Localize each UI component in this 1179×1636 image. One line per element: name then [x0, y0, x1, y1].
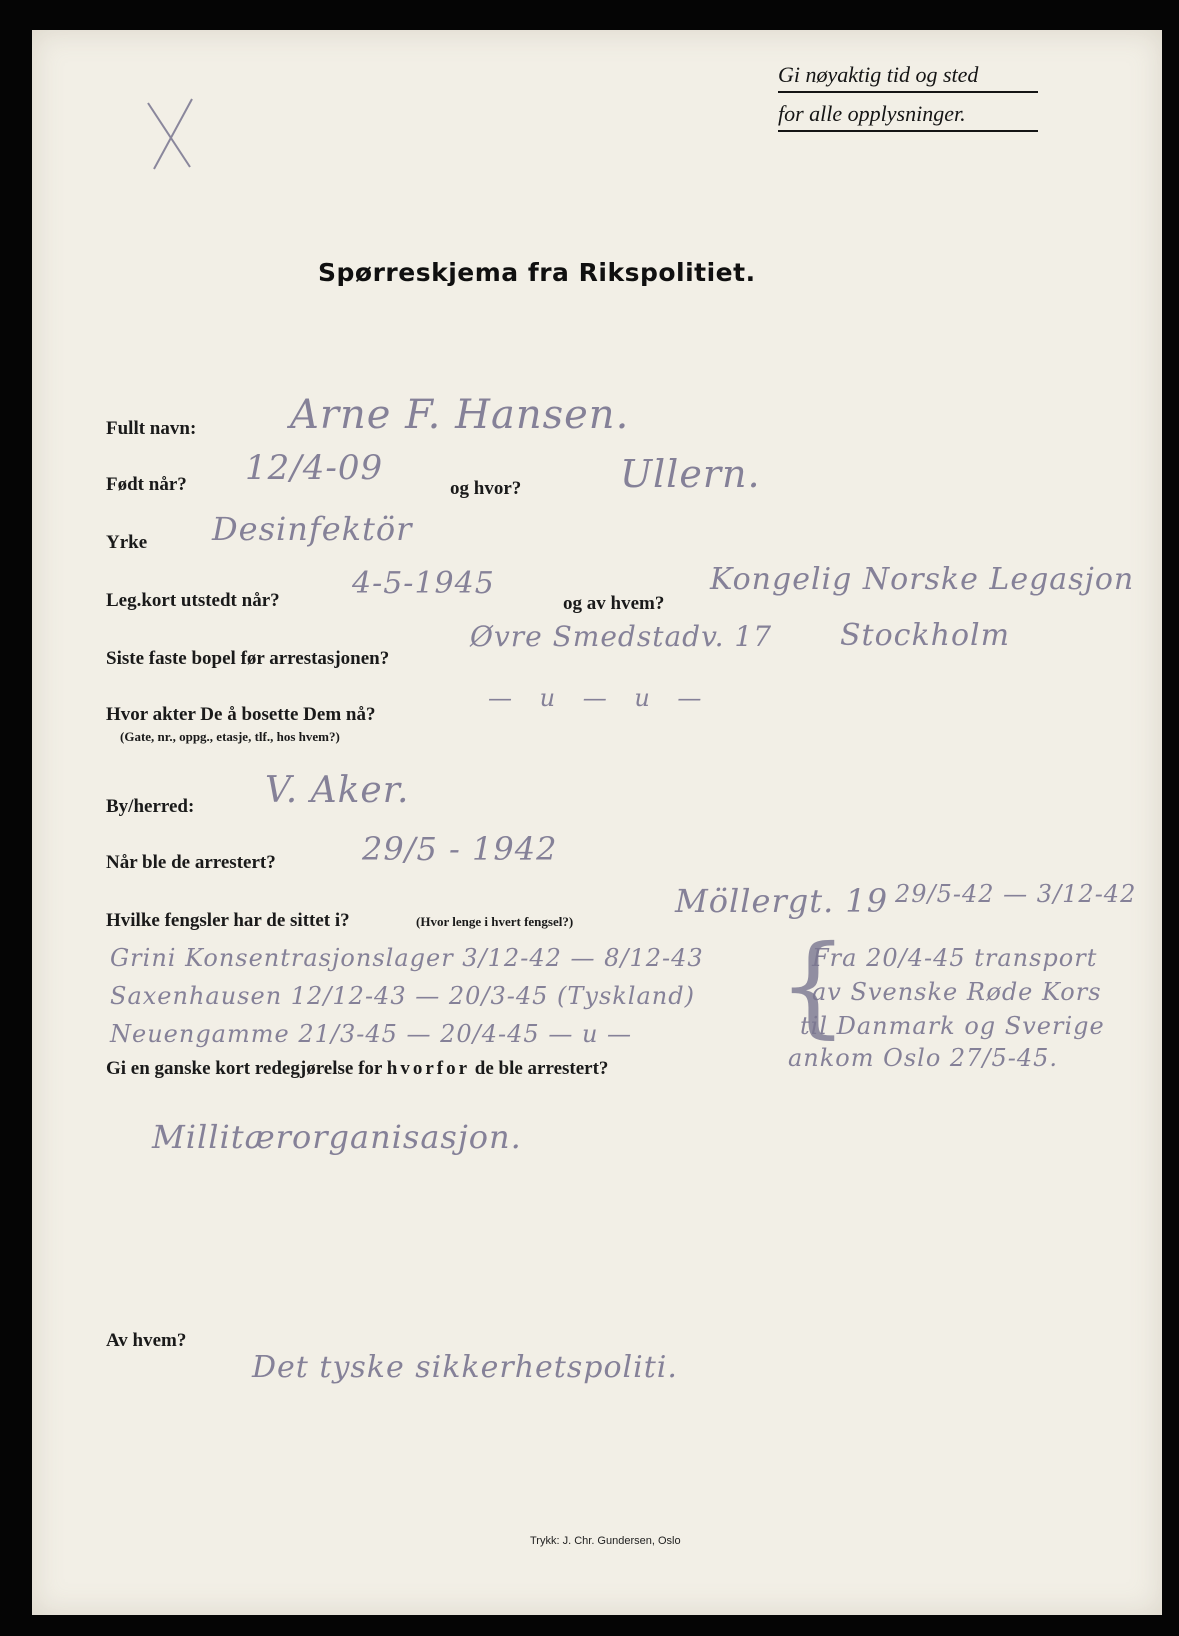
label-id-issued-when: Leg.kort utstedt når? — [106, 590, 280, 611]
instruction-line-1: Gi nøyaktig tid og sted — [778, 60, 1038, 93]
answer-born-where: Ullern. — [620, 452, 761, 496]
printer-imprint: Trykk: J. Chr. Gundersen, Oslo — [530, 1535, 681, 1547]
answer-arrested-when: 29/5 - 1942 — [362, 830, 558, 868]
instruction-note — [778, 60, 1038, 132]
label-born-where: og hvor? — [450, 478, 522, 499]
label-id-issued-by: og av hvem? — [563, 593, 665, 614]
label-settle-where-hint: (Gate, nr., oppg., etasje, tlf., hos hvem?) — [120, 729, 340, 744]
answer-prison-2: Grini Konsentrasjonslager 3/12-42 — 8/12-43 — [110, 944, 704, 972]
answer-id-issued-when: 4-5-1945 — [352, 566, 495, 601]
handwritten-cross-icon — [140, 95, 200, 175]
answer-prison-3: Saxenhausen 12/12-43 — 20/3-45 (Tyskland) — [110, 982, 695, 1010]
form-title: Spørreskjema fra Rikspolitiet. — [318, 258, 756, 287]
label-municipality: By/herred: — [106, 796, 195, 817]
answer-prison-4: Neuengamme 21/3-45 — 20/4-45 — u — — [110, 1020, 633, 1048]
answer-reason: Millitærorganisasjon. — [152, 1118, 522, 1156]
answer-transport-3: til Danmark og Sverige — [800, 1012, 1105, 1040]
answer-id-issued-by: Kongelig Norske Legasjon — [710, 562, 1135, 597]
label-prisons-hint: (Hvor lenge i hvert fengsel?) — [416, 914, 574, 929]
handwritten-brace-icon: { — [778, 921, 848, 1049]
label-reason — [106, 1058, 608, 1080]
answer-prison-1-dates: 29/5-42 — 3/12-42 — [895, 880, 1137, 908]
label-occupation: Yrke — [106, 532, 148, 553]
answer-occupation: Desinfektör — [212, 510, 413, 548]
answer-transport-2: av Svenske Røde Kors — [812, 978, 1102, 1006]
answer-prison-1: Möllergt. 19 — [675, 882, 889, 920]
label-reason-why: hvorfor — [386, 1058, 471, 1079]
label-settle-where: Hvor akter De å bosette Dem nå? — [106, 704, 376, 725]
label-reason-start: Gi en ganske kort redegjørelse for — [106, 1058, 382, 1079]
answer-born-when: 12/4-09 — [245, 448, 384, 488]
answer-by-whom: Det tyske sikkerhetspoliti. — [252, 1350, 678, 1385]
label-last-address: Siste faste bopel før arrestasjonen? — [106, 648, 390, 669]
label-reason-end: de ble arrestert? — [474, 1058, 609, 1079]
answer-full-name: Arne F. Hansen. — [290, 392, 630, 438]
label-full-name: Fullt navn: — [106, 418, 197, 439]
answer-last-address: Øvre Smedstadv. 17 — [470, 620, 773, 653]
answer-municipality: V. Aker. — [265, 770, 410, 811]
label-by-whom: Av hvem? — [106, 1330, 187, 1351]
label-born-when: Født når? — [106, 474, 187, 495]
answer-id-issued-by-city: Stockholm — [840, 618, 1011, 653]
answer-settle-where: — u — u — — [488, 684, 712, 712]
answer-transport-1: Fra 20/4-45 transport — [812, 944, 1098, 972]
answer-transport-4: ankom Oslo 27/5-45. — [788, 1044, 1059, 1072]
label-arrested-when: Når ble de arrestert? — [106, 852, 276, 873]
instruction-line-2: for alle opplysninger. — [778, 99, 1038, 132]
label-prisons: Hvilke fengsler har de sittet i? — [106, 910, 350, 931]
